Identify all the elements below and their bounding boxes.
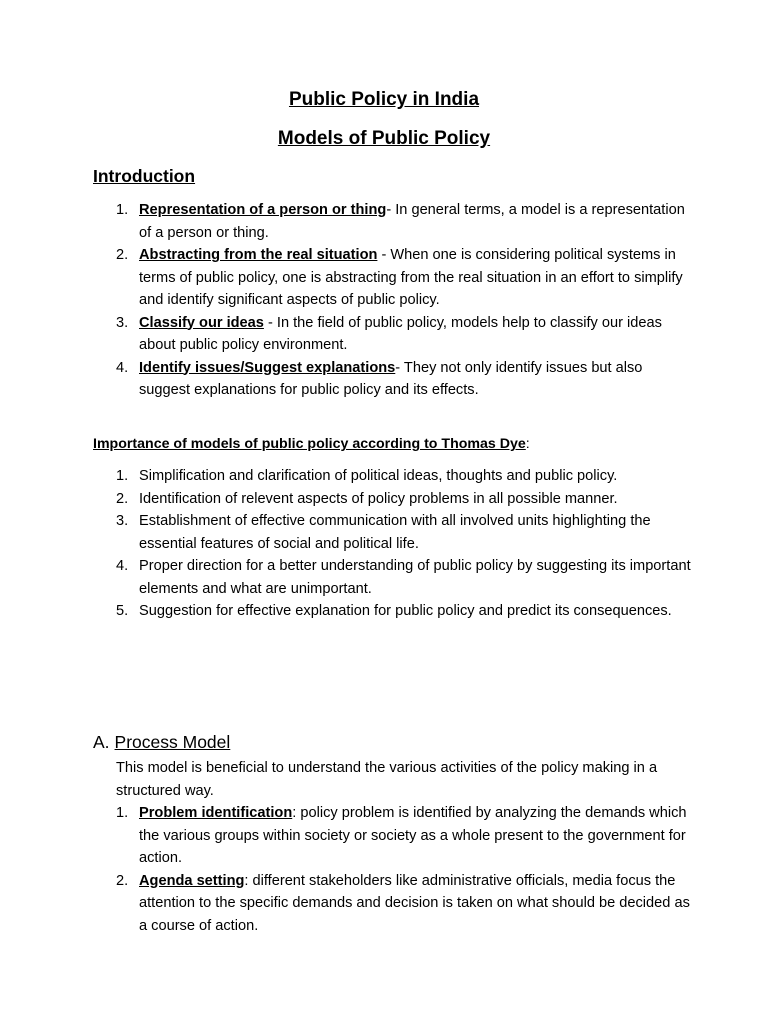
list-number: 5. — [116, 603, 129, 619]
list-item — [93, 870, 693, 938]
list-number: 1. — [116, 468, 129, 484]
importance-heading — [93, 433, 530, 455]
process-model-list — [93, 802, 693, 937]
list-term: Agenda setting — [139, 872, 245, 889]
list-item — [93, 199, 693, 244]
list-term: Identify issues/Suggest explanations — [139, 359, 396, 376]
document-subtitle: Models of Public Policy — [277, 128, 491, 149]
list-text: - They not only identify issues but also suggest explanations for public policy and its effects. — [139, 359, 643, 398]
list-text: - When one is considering political systems in terms of public policy, one is abstracting from the real situation in an effort to simplify and identify significant aspects of public policy. — [139, 247, 683, 308]
list-item — [93, 465, 693, 488]
list-number: 1. — [116, 805, 129, 821]
introduction-list — [93, 199, 693, 402]
list-item — [93, 802, 693, 870]
list-item — [93, 488, 693, 511]
list-number: 3. — [116, 513, 129, 529]
importance-heading-suffix: : — [525, 436, 530, 452]
list-term: Representation of a person or thing — [139, 202, 387, 218]
importance-list — [93, 465, 693, 623]
list-term: Abstracting from the real situation — [139, 247, 378, 263]
list-text: Identification of relevent aspects of policy problems in all possible manner. — [139, 490, 618, 507]
list-number: 1. — [116, 202, 129, 218]
list-item — [93, 244, 693, 312]
list-number: 4. — [116, 359, 129, 376]
list-text: : policy problem is identified by analyzing the demands which the various groups within society or society as a whole present to the government for action. — [139, 805, 687, 866]
list-text: Proper direction for a better understanding of public policy by suggesting its important elements and what are unimportant. — [139, 558, 691, 597]
list-number: 4. — [116, 558, 129, 574]
document-title: Public Policy in India — [288, 89, 480, 110]
list-item — [93, 510, 693, 555]
list-term: Classify our ideas — [139, 314, 264, 331]
list-number: 2. — [116, 490, 129, 507]
list-number: 3. — [116, 314, 129, 331]
list-item — [93, 555, 693, 600]
list-number: 2. — [116, 872, 129, 889]
list-text: Simplification and clarification of political ideas, thoughts and public policy. — [139, 468, 618, 484]
list-text: : different stakeholders like administrative officials, media focus the attention to the specific demands and decision is taken on what should be decided as a course of action. — [139, 872, 690, 934]
process-model-description: This model is beneficial to understand the various activities of the policy making in a structured way. — [116, 760, 658, 799]
list-text: - In general terms, a model is a representation of a person or thing. — [139, 202, 685, 241]
list-term: Problem identification — [139, 805, 293, 821]
list-item — [93, 357, 693, 402]
list-text: - In the field of public policy, models help to classify our ideas about public policy environment. — [139, 314, 662, 353]
importance-heading-text: Importance of models of public policy according to Thomas Dye — [93, 436, 526, 452]
list-text: Suggestion for effective explanation for public policy and predict its consequences. — [139, 603, 672, 619]
section-letter: A. — [93, 732, 110, 752]
introduction-heading: Introduction — [93, 166, 196, 186]
list-text: Establishment of effective communication with all involved units highlighting the essential features of social and political life. — [139, 513, 651, 552]
list-item — [93, 312, 693, 357]
process-model-heading — [93, 732, 230, 753]
section-title: Process Model — [114, 732, 231, 752]
list-number: 2. — [116, 247, 129, 263]
list-item — [93, 600, 693, 623]
